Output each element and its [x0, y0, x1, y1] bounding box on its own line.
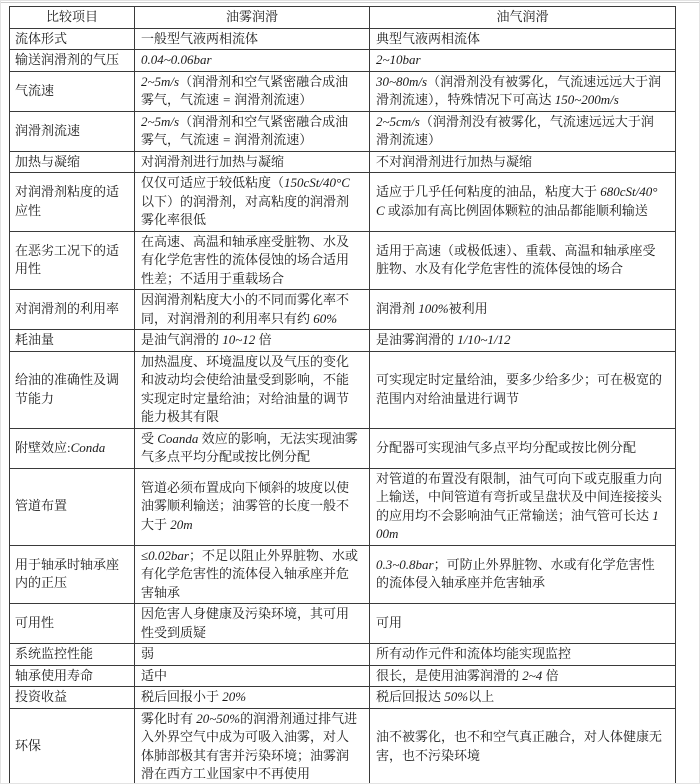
cell-oil-mist: 加热温度、环境温度以及气压的变化和波动均会使给油量受到影响，不能实现定时定量给油；对给油量的调节能力极其有限: [135, 351, 370, 428]
table-row: [10, 665, 676, 687]
row-label: 输送润滑剂的气压: [10, 50, 135, 72]
row-label: 加热与凝缩: [10, 151, 135, 173]
column-header-oil-air: 油气润滑: [370, 7, 676, 29]
table-row: [10, 604, 676, 644]
row-label: 用于轴承时轴承座内的正压: [10, 545, 135, 604]
row-label: 耗油量: [10, 330, 135, 352]
cell-oil-mist: 管道必须布置成向下倾斜的坡度以使油雾顺利输送；油雾管的长度一般不大于 20m: [135, 468, 370, 545]
cell-oil-air: 适用于高速（或极低速）、重载、高温和轴承座受脏物、水及有化学危害性的流体侵蚀的场合: [370, 231, 676, 290]
row-label: 在恶劣工况下的适用性: [10, 231, 135, 290]
row-label: 附壁效应:Conda: [10, 428, 135, 468]
row-label: 对润滑剂粘度的适应性: [10, 173, 135, 232]
cell-oil-air: 对管道的布置没有限制，油气可向下或克服重力向上输送，中间管道有弯折或呈盘状及中间连接接头的应用均不会影响油气正常输送；油气管可长达 100m: [370, 468, 676, 545]
table-row: [10, 351, 676, 428]
table-row: [10, 231, 676, 290]
table-row: [10, 428, 676, 468]
cell-oil-mist: 适中: [135, 665, 370, 687]
cell-oil-air: 典型气液两相流体: [370, 28, 676, 50]
table-row: [10, 111, 676, 151]
row-label: 投资收益: [10, 687, 135, 709]
row-label: 可用性: [10, 604, 135, 644]
row-label: 润滑剂流速: [10, 111, 135, 151]
cell-oil-air: 2~10bar: [370, 50, 676, 72]
row-label: 给油的准确性及调节能力: [10, 351, 135, 428]
cell-oil-air: 不对润滑剂进行加热与凝缩: [370, 151, 676, 173]
table-row: [10, 644, 676, 666]
cell-oil-mist: 是油气润滑的 10~12 倍: [135, 330, 370, 352]
cell-oil-air: 适应于几乎任何粘度的油品，粘度大于 680cSt/40°C 或添加有高比例固体颗粒的油品都能顺利输送: [370, 173, 676, 232]
table-row: [10, 708, 676, 784]
table-row: [10, 50, 676, 72]
table-row: [10, 290, 676, 330]
table-row: [10, 151, 676, 173]
table-row: [10, 330, 676, 352]
cell-oil-mist: 2~5m/s（润滑剂和空气紧密融合成油雾气，气流速 = 润滑剂流速）: [135, 111, 370, 151]
row-label: 气流速: [10, 71, 135, 111]
cell-oil-air: 30~80m/s（润滑剂没有被雾化，气流速远远大于润滑剂流速），特殊情况下可高达 150~200m/s: [370, 71, 676, 111]
top-divider: [1, 2, 699, 3]
cell-oil-mist: 在高速、高温和轴承座受脏物、水及有化学危害性的流体侵蚀的场合适用性差；不适用于重载场合: [135, 231, 370, 290]
table-row: [10, 71, 676, 111]
cell-oil-mist: 一般型气液两相流体: [135, 28, 370, 50]
cell-oil-air: 可用: [370, 604, 676, 644]
row-label: 系统监控性能: [10, 644, 135, 666]
table-row: [10, 468, 676, 545]
row-label: 管道布置: [10, 468, 135, 545]
table-body: [10, 28, 676, 784]
column-header-item: 比较项目: [10, 7, 135, 29]
cell-oil-mist: 0.04~0.06bar: [135, 50, 370, 72]
table-row: [10, 173, 676, 232]
table-row: [10, 28, 676, 50]
header-row: [10, 7, 676, 29]
cell-oil-mist: 仅仅可适应于较低粘度（150cSt/40°C 以下）的润滑剂，对高粘度的润滑剂雾化率很低: [135, 173, 370, 232]
cell-oil-air: 分配器可实现油气多点平均分配或按比例分配: [370, 428, 676, 468]
row-label: 流体形式: [10, 28, 135, 50]
cell-oil-air: 是油雾润滑的 1/10~1/12: [370, 330, 676, 352]
column-header-oil-mist: 油雾润滑: [135, 7, 370, 29]
cell-oil-air: 润滑剂 100%被利用: [370, 290, 676, 330]
cell-oil-air: 2~5cm/s（润滑剂没有被雾化，气流速远远大于润滑剂流速）: [370, 111, 676, 151]
cell-oil-mist: 税后回报小于 20%: [135, 687, 370, 709]
cell-oil-air: 油不被雾化，也不和空气真正融合，对人体健康无害，也不污染环境: [370, 708, 676, 784]
cell-oil-mist: 雾化时有 20~50%的润滑剂通过排气进入外界空气中成为可吸入油雾，对人体肺部极其有害并污染环境；油雾润滑在西方工业国家中不再使用: [135, 708, 370, 784]
cell-oil-mist: 受 Coanda 效应的影响，无法实现油雾气多点平均分配或按比例分配: [135, 428, 370, 468]
row-label: 轴承使用寿命: [10, 665, 135, 687]
cell-oil-air: 所有动作元件和流体均能实现监控: [370, 644, 676, 666]
cell-oil-air: 0.3~0.8bar；可防止外界脏物、水或有化学危害性的流体侵入轴承座并危害轴承: [370, 545, 676, 604]
table-row: [10, 687, 676, 709]
row-label: 对润滑剂的利用率: [10, 290, 135, 330]
cell-oil-air: 可实现定时定量给油，要多少给多少；可在极宽的范围内对给油量进行调节: [370, 351, 676, 428]
row-label: 环保: [10, 708, 135, 784]
cell-oil-air: 很长，是使用油雾润滑的 2~4 倍: [370, 665, 676, 687]
cell-oil-mist: 对润滑剂进行加热与凝缩: [135, 151, 370, 173]
cell-oil-air: 税后回报达 50%以上: [370, 687, 676, 709]
cell-oil-mist: 弱: [135, 644, 370, 666]
table-row: [10, 545, 676, 604]
cell-oil-mist: 因润滑剂粘度大小的不同而雾化率不同，对润滑剂的利用率只有约 60%: [135, 290, 370, 330]
comparison-table: [9, 6, 676, 784]
cell-oil-mist: 因危害人身健康及污染环境，其可用性受到质疑: [135, 604, 370, 644]
cell-oil-mist: ≤0.02bar；不足以阻止外界脏物、水或有化学危害性的流体侵入轴承座并危害轴承: [135, 545, 370, 604]
cell-oil-mist: 2~5m/s（润滑剂和空气紧密融合成油雾气，气流速 = 润滑剂流速）: [135, 71, 370, 111]
